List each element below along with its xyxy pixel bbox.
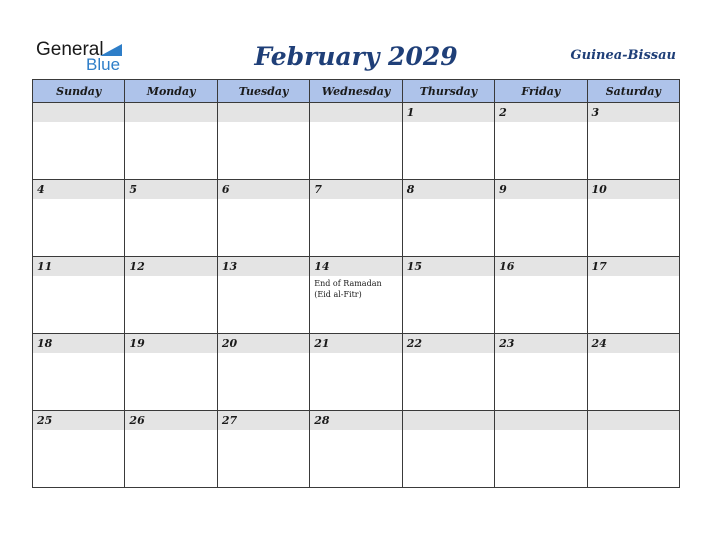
week-row <box>33 180 680 257</box>
day-cell <box>587 411 679 488</box>
day-number: 28 <box>314 414 330 427</box>
weekday-wednesday: Wednesday <box>310 80 402 103</box>
day-number: 4 <box>37 183 45 196</box>
day-number-bar <box>33 411 124 430</box>
day-number-bar <box>125 411 216 430</box>
page-title: February 2029 <box>254 42 458 71</box>
day-number-bar <box>310 334 401 353</box>
week-row <box>33 334 680 411</box>
day-number: 18 <box>37 337 53 350</box>
day-number-bar <box>403 103 494 122</box>
day-number: 14 <box>314 260 330 273</box>
day-cell <box>587 334 679 411</box>
day-cell <box>495 103 587 180</box>
day-number-bar <box>403 334 494 353</box>
day-cell <box>495 411 587 488</box>
day-cell <box>402 257 494 334</box>
day-cell <box>310 334 402 411</box>
day-number-bar <box>125 103 216 122</box>
day-cell <box>495 334 587 411</box>
day-cell <box>33 103 125 180</box>
day-cell <box>33 180 125 257</box>
week-row <box>33 103 680 180</box>
day-cell <box>402 334 494 411</box>
day-number: 20 <box>221 337 238 350</box>
day-number: 16 <box>499 260 515 273</box>
day-number: 2 <box>499 106 507 119</box>
day-cell <box>587 103 679 180</box>
day-number: 17 <box>591 260 607 273</box>
day-cell <box>33 334 125 411</box>
day-number-bar <box>495 411 586 430</box>
country-label: Guinea-Bissau <box>570 48 676 63</box>
day-number-bar <box>218 411 309 430</box>
day-number-bar <box>310 257 401 276</box>
day-number: 21 <box>314 337 330 350</box>
day-number-bar <box>588 257 679 276</box>
day-number: 25 <box>37 414 53 427</box>
day-cell <box>125 180 217 257</box>
day-cell <box>310 103 402 180</box>
day-cell <box>125 103 217 180</box>
day-cell <box>402 411 494 488</box>
day-number: 8 <box>406 183 415 196</box>
day-number-bar <box>588 334 679 353</box>
day-cell <box>217 180 309 257</box>
week-row <box>33 411 680 488</box>
generalblue-logo <box>36 40 136 74</box>
day-number: 19 <box>129 337 145 350</box>
day-cell <box>33 257 125 334</box>
holiday-event: End of Ramadan (Eid al-Fitr) <box>314 279 382 299</box>
calendar-grid <box>32 79 680 488</box>
day-number: 11 <box>37 260 53 273</box>
day-number: 13 <box>221 260 238 273</box>
day-cell <box>495 257 587 334</box>
day-number: 5 <box>129 183 138 196</box>
day-number: 12 <box>129 260 145 273</box>
day-number: 26 <box>129 414 145 427</box>
day-number-bar <box>403 411 494 430</box>
day-number: 15 <box>406 260 422 273</box>
day-number-bar <box>33 334 124 353</box>
day-cell <box>217 103 309 180</box>
day-number-bar <box>588 103 679 122</box>
day-cell <box>310 257 402 334</box>
day-number-bar <box>218 334 309 353</box>
day-cell <box>125 411 217 488</box>
day-number-bar <box>33 103 124 122</box>
day-number: 23 <box>499 337 515 350</box>
weekday-sunday: Sunday <box>33 80 125 103</box>
day-number-bar <box>403 180 494 199</box>
weekday-friday: Friday <box>495 80 587 103</box>
day-number-bar <box>403 257 494 276</box>
day-number-bar <box>125 180 216 199</box>
weekday-monday: Monday <box>125 80 217 103</box>
day-cell <box>217 334 309 411</box>
day-number-bar <box>310 411 401 430</box>
day-cell <box>587 257 679 334</box>
weekday-saturday: Saturday <box>587 80 679 103</box>
day-cell <box>310 180 402 257</box>
day-cell <box>33 411 125 488</box>
day-cell <box>310 411 402 488</box>
day-number-bar <box>495 103 586 122</box>
day-number-bar <box>33 257 124 276</box>
day-number-bar <box>495 180 586 199</box>
weekday-header-row <box>33 80 680 103</box>
day-cell <box>125 257 217 334</box>
day-number-bar <box>588 180 679 199</box>
day-number: 3 <box>591 106 600 119</box>
day-number-bar <box>588 411 679 430</box>
day-cell <box>217 257 309 334</box>
day-number-bar <box>218 103 309 122</box>
day-number-bar <box>495 257 586 276</box>
day-cell <box>125 334 217 411</box>
day-number: 6 <box>221 183 230 196</box>
logo-blue-text: Blue <box>86 55 121 74</box>
day-number-bar <box>310 180 401 199</box>
day-cell <box>495 180 587 257</box>
day-number-bar <box>218 180 309 199</box>
day-number-bar <box>310 103 401 122</box>
day-number-bar <box>125 334 216 353</box>
day-number: 1 <box>406 106 415 119</box>
day-number: 22 <box>406 337 422 350</box>
weekday-tuesday: Tuesday <box>217 80 309 103</box>
day-number: 10 <box>591 183 607 196</box>
logo-general-text: General <box>36 39 104 60</box>
day-number: 27 <box>221 414 238 427</box>
week-row <box>33 257 680 334</box>
day-number-bar <box>125 257 216 276</box>
day-number: 9 <box>499 183 507 196</box>
day-cell <box>402 180 494 257</box>
day-number-bar <box>218 257 309 276</box>
day-cell <box>402 103 494 180</box>
day-number-bar <box>33 180 124 199</box>
day-cell <box>587 180 679 257</box>
day-number: 7 <box>314 183 322 196</box>
day-number: 24 <box>591 337 607 350</box>
weekday-thursday: Thursday <box>402 80 494 103</box>
day-cell <box>217 411 309 488</box>
day-number-bar <box>495 334 586 353</box>
